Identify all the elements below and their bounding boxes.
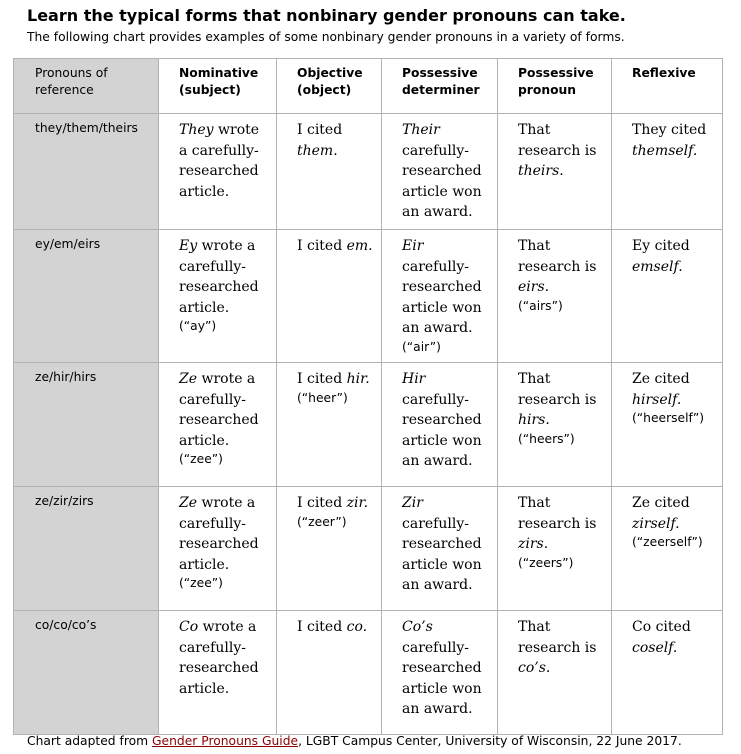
pronunciation: (“zee”)	[179, 576, 223, 590]
possessive-pronoun-cell	[498, 363, 612, 487]
header-possessive-determiner: Possessive determiner	[382, 59, 498, 114]
pronoun-table	[13, 58, 723, 735]
example-text: wrote a carefully-researched article.	[179, 619, 259, 697]
reference-cell: ze/zir/zirs	[14, 487, 159, 611]
header-nominative: Nominative (subject)	[159, 59, 277, 114]
reference-cell: co/co/co’s	[14, 611, 159, 735]
pronunciation: (“airs”)	[518, 298, 563, 313]
possessive-pronoun-cell	[498, 114, 612, 230]
table-row	[14, 611, 723, 735]
table-row	[14, 363, 723, 487]
pronoun-word: hirself.	[632, 391, 682, 408]
possessive-determiner-cell	[382, 363, 498, 487]
caption-prefix: Chart adapted from	[27, 734, 153, 748]
pronoun-word: hirs.	[518, 412, 550, 428]
pronoun-word: Co	[179, 619, 199, 635]
pronunciation: (“heer”)	[297, 390, 348, 405]
example-text: wrote a carefully-researched article.	[179, 122, 260, 200]
example-text: That research is	[518, 495, 597, 532]
pronoun-word: co’s.	[518, 660, 551, 676]
pronoun-word: Ze	[179, 495, 198, 511]
pronoun-word: Zir	[402, 495, 423, 511]
pronoun-word: hir.	[346, 371, 370, 387]
example-text: That research is	[518, 619, 597, 656]
example-text: I cited	[297, 238, 347, 254]
possessive-pronoun-cell	[498, 230, 612, 363]
header-objective: Objective (object)	[277, 59, 382, 114]
objective-cell	[277, 611, 382, 735]
pronunciation: (“zeer”)	[297, 514, 347, 529]
page-title: Learn the typical forms that nonbinary gender pronouns can take.	[27, 6, 626, 25]
objective-cell	[277, 487, 382, 611]
reference-cell: ze/hir/hirs	[14, 363, 159, 487]
pronoun-word: Co’s	[402, 619, 433, 635]
example-text: carefully-researched article won an award.	[402, 515, 482, 593]
example-text: I cited	[297, 371, 347, 387]
pronoun-word: zir.	[346, 495, 369, 511]
example-text: Ze cited	[632, 371, 690, 387]
reflexive-cell	[612, 487, 723, 611]
table-row	[14, 114, 723, 230]
example-text: That research is	[518, 371, 597, 408]
example-text: I cited	[297, 495, 347, 511]
objective-cell	[277, 230, 382, 363]
nominative-cell	[159, 487, 277, 611]
reflexive-cell	[612, 230, 723, 363]
reflexive-cell	[612, 363, 723, 487]
example-text: That research is	[518, 122, 597, 159]
possessive-pronoun-cell	[498, 611, 612, 735]
source-link[interactable]: Gender Pronouns Guide	[152, 734, 299, 748]
reflexive-cell	[612, 114, 723, 230]
caption-suffix: , LGBT Campus Center, University of Wisconsin, 22 June 2017.	[298, 734, 682, 748]
example-text: wrote a carefully-researched article.	[179, 238, 259, 316]
pronoun-word: They	[179, 122, 214, 138]
pronunciation: (“heerself”)	[632, 411, 705, 425]
possessive-determiner-cell	[382, 611, 498, 735]
example-text: That research is	[518, 238, 597, 275]
pronoun-word: Eir	[402, 238, 424, 254]
pronoun-word: co.	[346, 619, 368, 635]
pronoun-word: Their	[402, 122, 440, 138]
pronoun-word: Ey	[179, 238, 198, 254]
example-text: They cited	[632, 122, 707, 138]
pronunciation: (“zee”)	[179, 452, 223, 466]
pronoun-word: themself.	[632, 142, 698, 159]
objective-cell	[277, 363, 382, 487]
header-possessive-pronoun: Possessive pronoun	[498, 59, 612, 114]
possessive-determiner-cell	[382, 114, 498, 230]
objective-cell	[277, 114, 382, 230]
example-text: Ze cited	[632, 495, 690, 511]
pronoun-word: them.	[297, 142, 338, 159]
pronunciation: (“zeerself”)	[632, 535, 703, 549]
table-row	[14, 230, 723, 363]
possessive-pronoun-cell	[498, 487, 612, 611]
nominative-cell	[159, 363, 277, 487]
example-text: carefully-researched article won an award.	[402, 391, 482, 469]
pronoun-word: zirs.	[518, 536, 549, 552]
reflexive-cell	[612, 611, 723, 735]
page-subtitle: The following chart provides examples of some nonbinary gender pronouns in a variety of forms.	[27, 30, 625, 44]
pronunciation: (“air”)	[402, 339, 441, 354]
example-text: I cited	[297, 619, 347, 635]
pronoun-word: em.	[346, 238, 373, 254]
pronunciation: (“heers”)	[518, 431, 575, 446]
pronoun-word: theirs.	[518, 163, 564, 179]
example-text: I cited	[297, 122, 343, 138]
example-text: wrote a carefully-researched article.	[179, 495, 259, 573]
nominative-cell	[159, 114, 277, 230]
reference-cell: they/them/theirs	[14, 114, 159, 230]
reference-cell: ey/em/eirs	[14, 230, 159, 363]
source-caption	[27, 734, 682, 748]
pronunciation: (“ay”)	[179, 319, 217, 333]
example-text: carefully-researched article won an award.	[402, 142, 482, 220]
header-reflexive: Reflexive	[612, 59, 723, 114]
nominative-cell	[159, 611, 277, 735]
example-text: carefully-researched article won an award.	[402, 639, 482, 717]
header-reference: Pronouns of reference	[14, 59, 159, 114]
pronoun-word: emself.	[632, 258, 683, 275]
example-text: carefully-researched article won an award.	[402, 258, 482, 336]
pronoun-word: coself.	[632, 639, 678, 656]
pronoun-word: zirself.	[632, 515, 680, 532]
table-row	[14, 487, 723, 611]
example-text: Ey cited	[632, 238, 690, 254]
pronoun-word: Hir	[402, 371, 426, 387]
nominative-cell	[159, 230, 277, 363]
pronunciation: (“zeers”)	[518, 555, 574, 570]
example-text: Co cited	[632, 619, 691, 635]
pronoun-word: Ze	[179, 371, 198, 387]
possessive-determiner-cell	[382, 230, 498, 363]
example-text: wrote a carefully-researched article.	[179, 371, 259, 449]
possessive-determiner-cell	[382, 487, 498, 611]
table-header-row	[14, 59, 723, 114]
pronoun-word: eirs.	[518, 279, 550, 295]
